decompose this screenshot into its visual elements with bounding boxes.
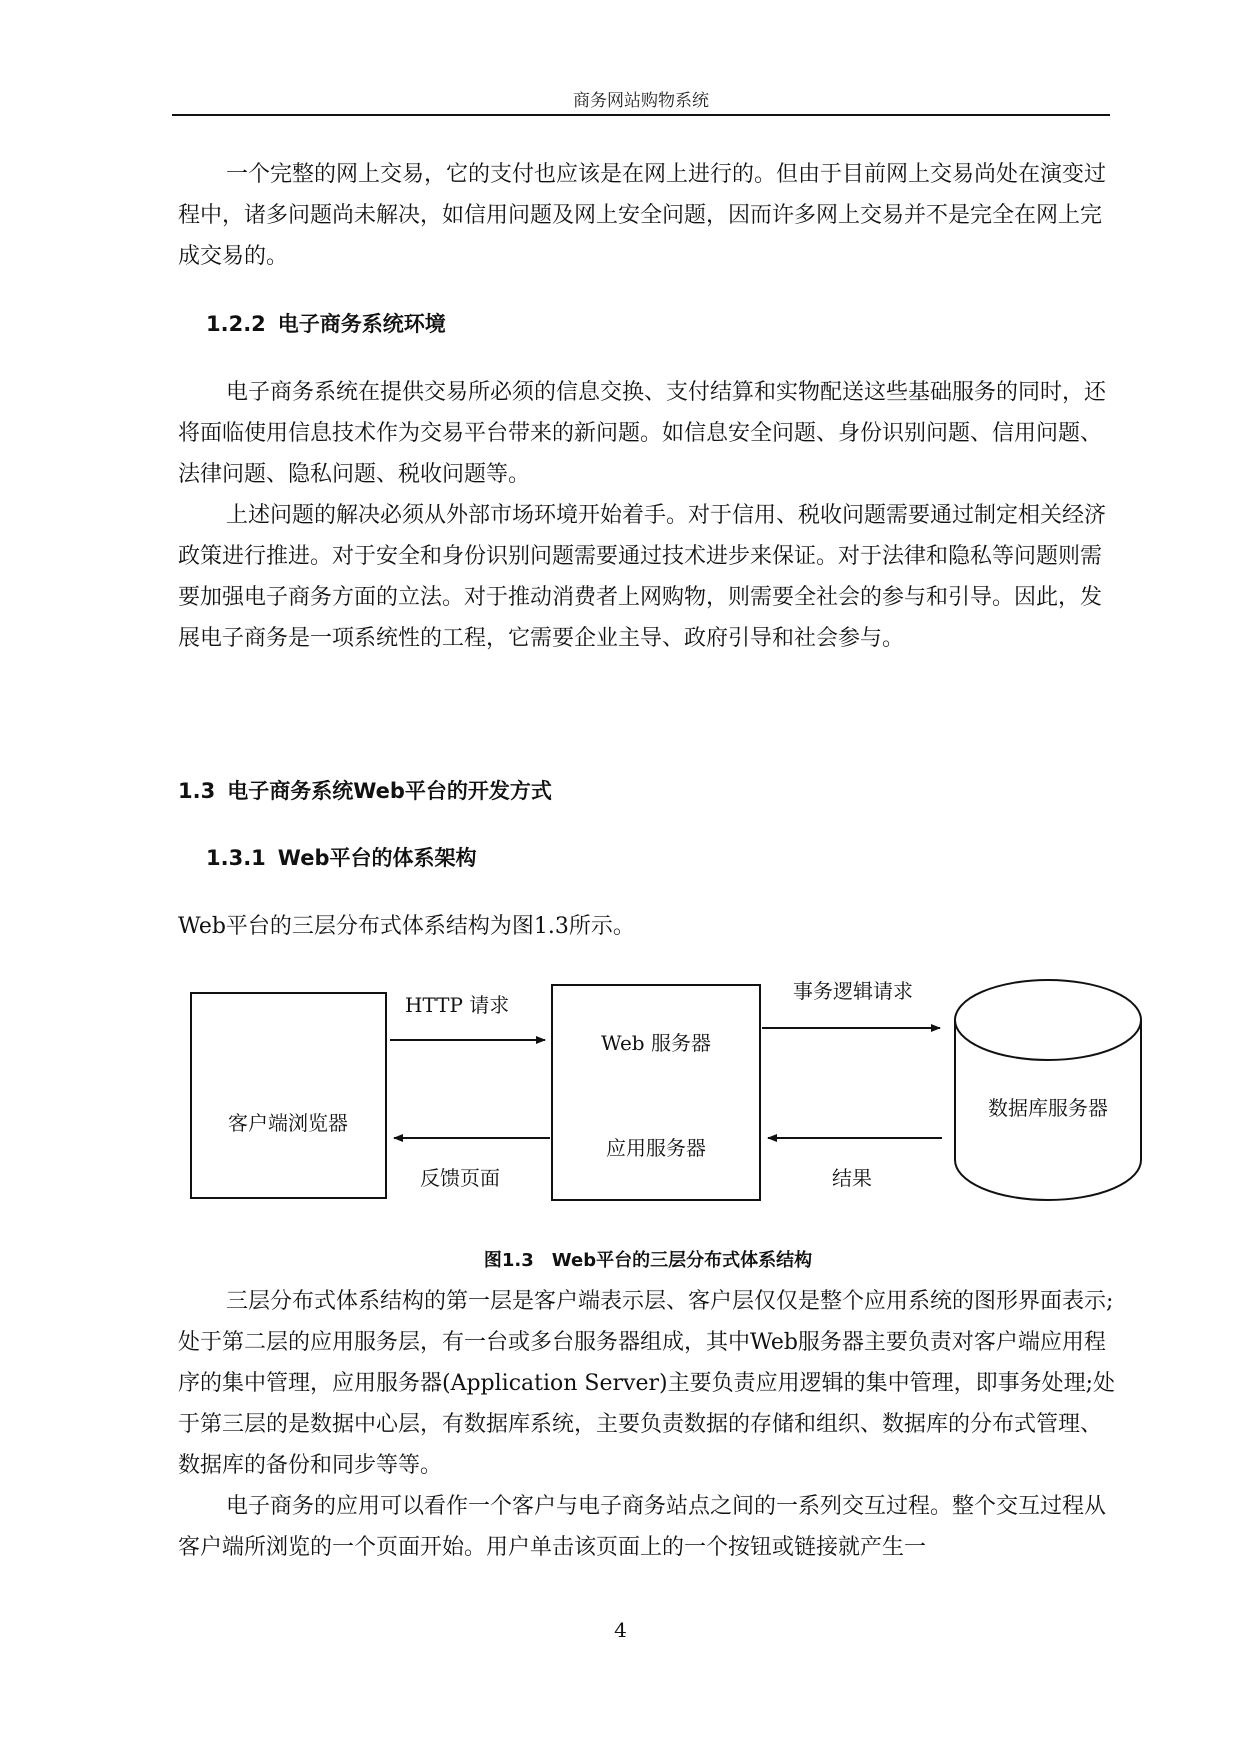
web-server-label: Web 服务器 — [601, 1031, 711, 1055]
body-paragraph-1: 电子商务系统在提供交易所必须的信息交换、支付结算和实物配送这些基础服务的同时，还将面临使用信息技术作为交易平台带来的新问题。如信息安全问题、身份识别问题、信用问题、法律问题、隐私问题、税收问题等。 — [178, 380, 1107, 487]
page-number: 4 — [614, 1618, 627, 1642]
figure-intro-line: Web平台的三层分布式体系结构为图1.3所示。 — [178, 914, 635, 939]
section-title: 电子商务系统环境 — [277, 312, 446, 336]
body-paragraph-4: 电子商务的应用可以看作一个客户与电子商务站点之间的一系列交互过程。整个交互过程从客户端所浏览的一个页面开始。用户单击该页面上的一个按钮或链接就产生一 — [178, 1494, 1107, 1560]
result-label: 结果 — [832, 1166, 872, 1190]
section-title: 电子商务系统Web平台的开发方式 — [227, 779, 552, 803]
client-label: 客户端浏览器 — [228, 1111, 348, 1135]
figure-caption — [178, 1248, 1118, 1274]
figure-title: Web平台的三层分布式体系结构 — [551, 1250, 813, 1271]
body-paragraph-3: 三层分布式体系结构的第一层是客户端表示层、客户层仅仅是整个应用系统的图形界面表示;处于第二层的应用服务层，有一台或多台服务器组成，其中Web服务器主要负责对客户端应用程序的集中管理，应用服务器(Application Server)主要负责应用逻辑的集中管理，即事务处理;处于第三层的是数据中心层，有数据库系统，主要负责数据的存储和组织、数据库的分布式管理、数据库的备份和同步等等。 — [178, 1289, 1116, 1478]
body-paragraph-2: 上述问题的解决必须从外部市场环境开始着手。对于信用、税收问题需要通过制定相关经济政策进行推进。对于安全和身份识别问题需要通过技术进步来保证。对于法律和隐私等问题则需要加强电子商务方面的立法。对于推动消费者上网购物，则需要全社会的参与和引导。因此，发展电子商务是一项系统性的工程，它需要企业主导、政府引导和社会参与。 — [178, 503, 1107, 651]
section-number: 1.2.2 — [206, 312, 266, 336]
intro-paragraph: 一个完整的网上交易，它的支付也应该是在网上进行的。但由于目前网上交易尚处在演变过程中，诸多问题尚未解决，如信用问题及网上安全问题，因而许多网上交易并不是完全在网上完成交易的。 — [178, 162, 1107, 269]
database-label: 数据库服务器 — [988, 1096, 1108, 1120]
section-title: Web平台的体系架构 — [277, 846, 477, 870]
database-cylinder-top — [955, 980, 1141, 1060]
logic-request-label: 事务逻辑请求 — [793, 979, 913, 1003]
feedback-label: 反馈页面 — [420, 1166, 500, 1190]
client-box — [191, 993, 386, 1198]
running-header: 商务网站购物系统 — [573, 91, 709, 111]
web-app-server-box — [552, 985, 760, 1200]
app-server-label: 应用服务器 — [606, 1136, 706, 1160]
section-number: 1.3 — [178, 779, 216, 803]
section-number: 1.3.1 — [206, 846, 266, 870]
http-request-label: HTTP 请求 — [405, 993, 510, 1017]
figure-number: 图1.3 — [483, 1250, 534, 1271]
